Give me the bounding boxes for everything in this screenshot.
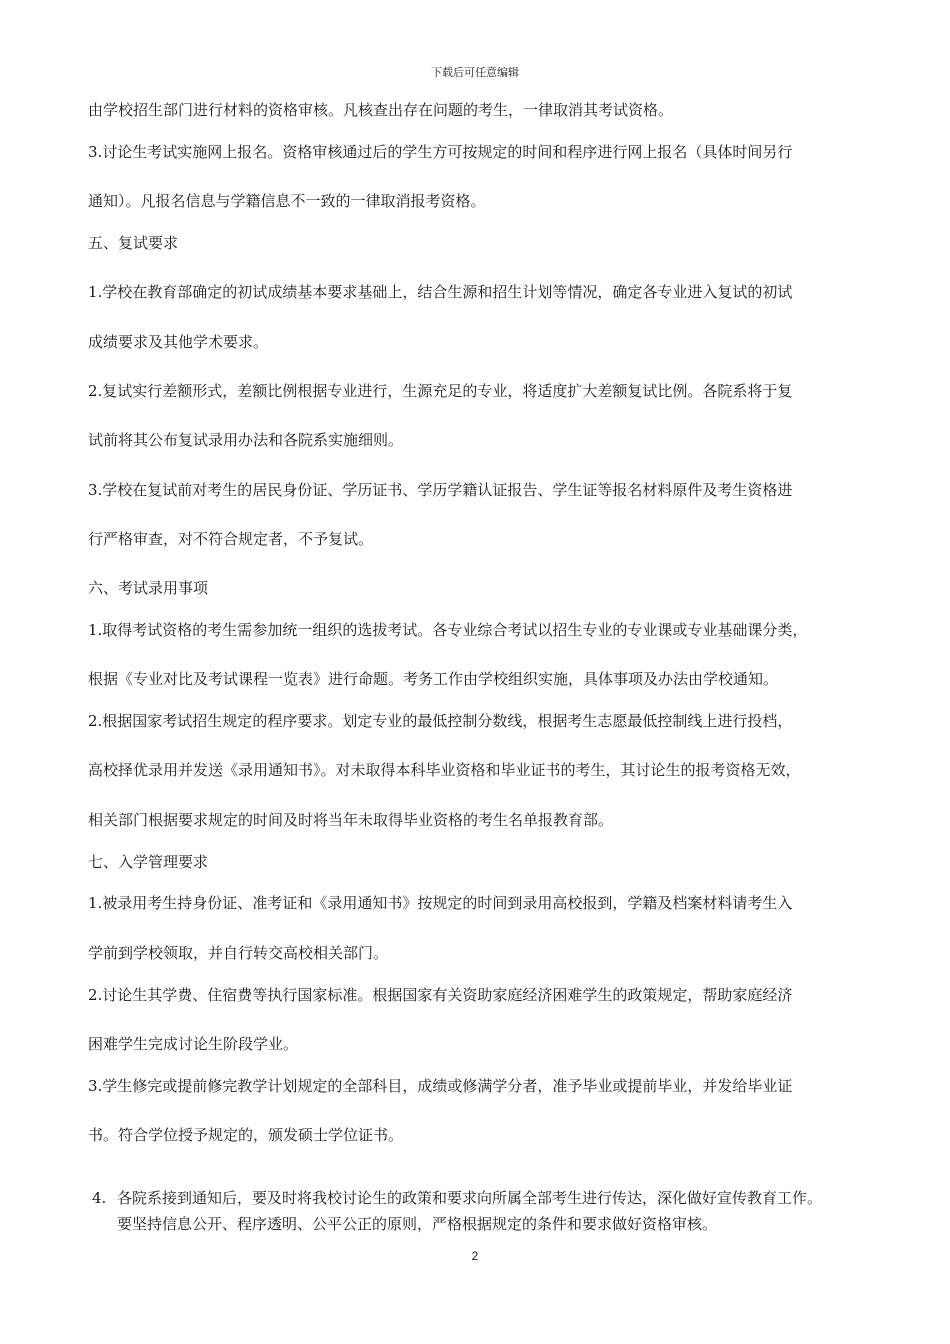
body-line: 由学校招生部门进行材料的资格审核。凡核查出存在问题的考生，一律取消其考试资格。 <box>88 101 674 119</box>
body-line: 根据《专业对比及考试课程一览表》进行命题。考务工作由学校组织实施，具体事项及办法由学校通知。 <box>88 670 779 688</box>
body-line: 3.学校在复试前对考生的居民身份证、学历证书、学历学籍认证报告、学生证等报名材料原件及考生资格进 <box>88 481 793 499</box>
section-heading: 六、考试录用事项 <box>88 579 209 597</box>
list-item-number: 4. <box>92 1189 107 1207</box>
list-item-line: 要坚持信息公开、程序透明、公平公正的原则，严格根据规定的条件和要求做好资格审核。 <box>117 1215 718 1233</box>
section-heading: 五、复试要求 <box>88 234 179 252</box>
body-line: 2.根据国家考试招生规定的程序要求。划定专业的最低控制分数线，根据考生志愿最低控制线上进行投档， <box>88 712 793 730</box>
body-line: 困难学生完成讨论生阶段学业。 <box>88 1035 299 1053</box>
body-line: 2.讨论生其学费、住宿费等执行国家标准。根据国家有关资助家庭经济困难学生的政策规定，帮助家庭经济 <box>88 986 793 1004</box>
body-line: 高校择优录用并发送《录用通知书》。对未取得本科毕业资格和毕业证书的考生，其讨论生的报考资格无效， <box>88 761 801 779</box>
body-line: 通知）。凡报名信息与学籍信息不一致的一律取消报考资格。 <box>88 192 486 210</box>
body-line: 1.取得考试资格的考生需参加统一组织的选拔考试。各专业综合考试以招生专业的专业课或专业基础课分类， <box>88 621 808 639</box>
body-line: 3.讨论生考试实施网上报名。资格审核通过后的学生方可按规定的时间和程序进行网上报名（具体时间另行 <box>88 143 793 161</box>
body-line: 3.学生修完或提前修完教学计划规定的全部科目，成绩或修满学分者，准予毕业或提前毕业，并发给毕业证 <box>88 1077 793 1095</box>
body-line: 1.被录用考生持身份证、准考证和《录用通知书》按规定的时间到录用高校报到，学籍及档案材料请考生入 <box>88 894 793 912</box>
page-number: 2 <box>471 1249 479 1263</box>
body-line: 1.学校在教育部确定的初试成绩基本要求基础上，结合生源和招生计划等情况，确定各专业进入复试的初试 <box>88 283 793 301</box>
body-line: 相关部门根据要求规定的时间及时将当年未取得毕业资格的考生名单报教育部。 <box>88 811 614 829</box>
page-header: 下载后可任意编辑 <box>431 66 519 79</box>
body-line: 2.复试实行差额形式，差额比例根据专业进行，生源充足的专业，将适度扩大差额复试比例。各院系将于复 <box>88 382 793 400</box>
body-line: 书。符合学位授予规定的，颁发硕士学位证书。 <box>88 1126 404 1144</box>
list-item-line: 各院系接到通知后，要及时将我校讨论生的政策和要求向所属全部考生进行传达，深化做好宣传教育工作。 <box>117 1189 823 1207</box>
body-line: 学前到学校领取，并自行转交高校相关部门。 <box>88 944 389 962</box>
section-heading: 七、入学管理要求 <box>88 853 209 871</box>
body-line: 试前将其公布复试录用办法和各院系实施细则。 <box>88 431 404 449</box>
body-line: 成绩要求及其他学术要求。 <box>88 333 269 351</box>
body-line: 行严格审查，对不符合规定者，不予复试。 <box>88 530 374 548</box>
